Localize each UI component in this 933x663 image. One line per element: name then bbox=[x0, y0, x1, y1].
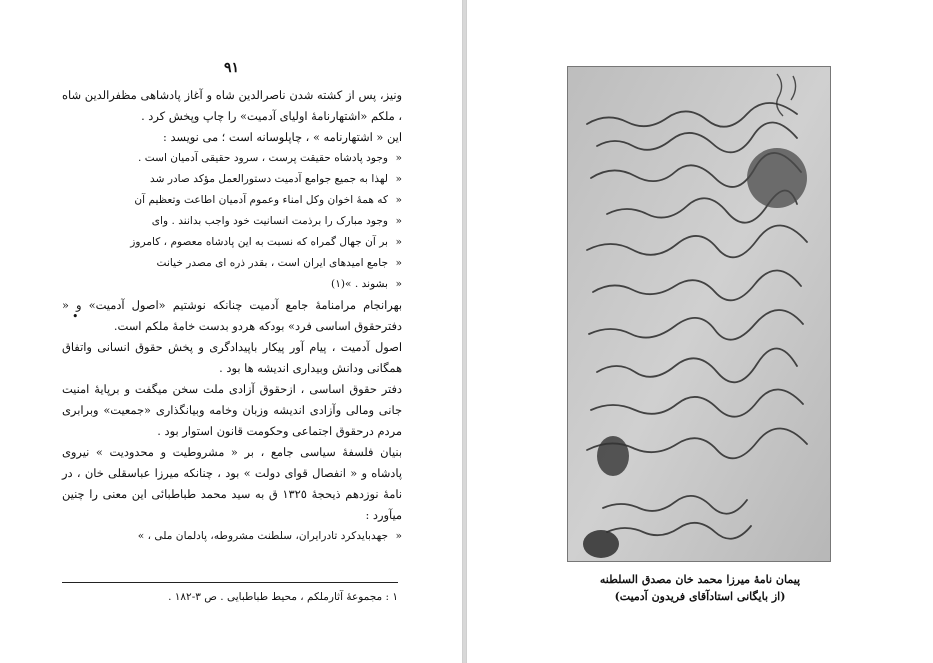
footnote-rule bbox=[62, 582, 398, 583]
quote-line: « جهدبایدکرد تادرایران، سلطنت مشروطه، پادلمان ملی ، » bbox=[62, 526, 388, 547]
quote-line: « بشوند . »(١) bbox=[62, 274, 388, 295]
seal-stamp bbox=[583, 530, 619, 558]
left-page bbox=[0, 0, 463, 663]
quote-line: « لهذا به جمیع جوامع آدمیت دستورالعمل مؤکد صادر شد bbox=[62, 169, 388, 190]
paragraph-3: بهرانجام مرامنامهٔ جامع آدمیت چنانکه نوشتیم «اصول آدمیت» و « دفترحقوق اساسی فرد» بودکه هردو بدست خامهٔ ملکم است. bbox=[62, 298, 402, 333]
footnote: ١ : مجموعهٔ آثارملکم ، محیط طباطبایی . ص ٣-١٨٢ . bbox=[168, 591, 398, 603]
paragraph-6: بنیان فلسفهٔ سیاسی جامع ، بر « مشروطیت و محدودیت » نیروی پادشاه و « انفصال قوای دولت » بود ، چنانکه میرزا عباسقلی خان ، در نامهٔ نوزدهم ذیحجهٔ ١٣٢٥ ق به سید محمد طباطبائی این معنی را چنین میآورد : bbox=[62, 445, 403, 522]
seal-stamp bbox=[747, 148, 807, 208]
final-quote bbox=[62, 526, 402, 547]
photo-caption-source: (از بایگانی استادآقای فریدون آدمیت) bbox=[614, 590, 786, 603]
page-number: ٩١ bbox=[223, 60, 240, 76]
manuscript-photo bbox=[567, 66, 831, 562]
paragraph-4: اصول آدمیت ، پیام آور پیکار باپیدادگری و پخش حقوق انسانی واتفاق همگانی ودانش وبیداری اندیشه ها بود . bbox=[62, 340, 402, 375]
body-text-top bbox=[62, 85, 402, 547]
quote-line: « وجود پادشاه حقیقت پرست ، سرود حقیقی آدمیان است . bbox=[62, 148, 388, 169]
quote-line: « وجود مبارک را برذمت انسانیت خود واجب بدانند . وای bbox=[62, 211, 388, 232]
quote-line: « که همهٔ اخوان وکل امناء وعموم آدمیان اطاعت وتعظیم آن bbox=[62, 190, 388, 211]
photo-caption-title: پیمان نامهٔ میرزا محمد خان مصدق السلطنه bbox=[599, 573, 801, 586]
paragraph-5: دفتر حقوق اساسی ، ازحقوق آزادی ملت سخن میگفت و برپایهٔ امنیت جانی ومالی وآزادی اندیشه وزبان وخامه وبیانگذاری «جمعیت» وبرابری مردم درحقوق اجتماعی وحکومت قانون استوار بود . bbox=[62, 382, 402, 438]
quote-line: « جامع امیدهای ایران است ، بقدر ذره ای مصدر خیانت bbox=[62, 253, 388, 274]
paragraph-2: این « اشتهارنامه » ، چاپلوسانه است ؛ می نویسد : bbox=[163, 130, 402, 144]
paragraph-1: ونیز، پس از کشته شدن ناصرالدین شاه و آغاز پادشاهی مظفرالدین شاه ، ملکم «اشتهارنامهٔ اولیای آدمیت» را چاپ وپخش کرد . bbox=[62, 88, 402, 123]
seal-stamp bbox=[597, 436, 629, 476]
handwritten-document-image bbox=[567, 66, 831, 562]
quoted-proclamation bbox=[62, 148, 402, 295]
margin-mark: • bbox=[72, 310, 79, 323]
quote-line: « بر آن جهال گمراه که نسبت به این پادشاه معصوم ، کامروز bbox=[62, 232, 388, 253]
